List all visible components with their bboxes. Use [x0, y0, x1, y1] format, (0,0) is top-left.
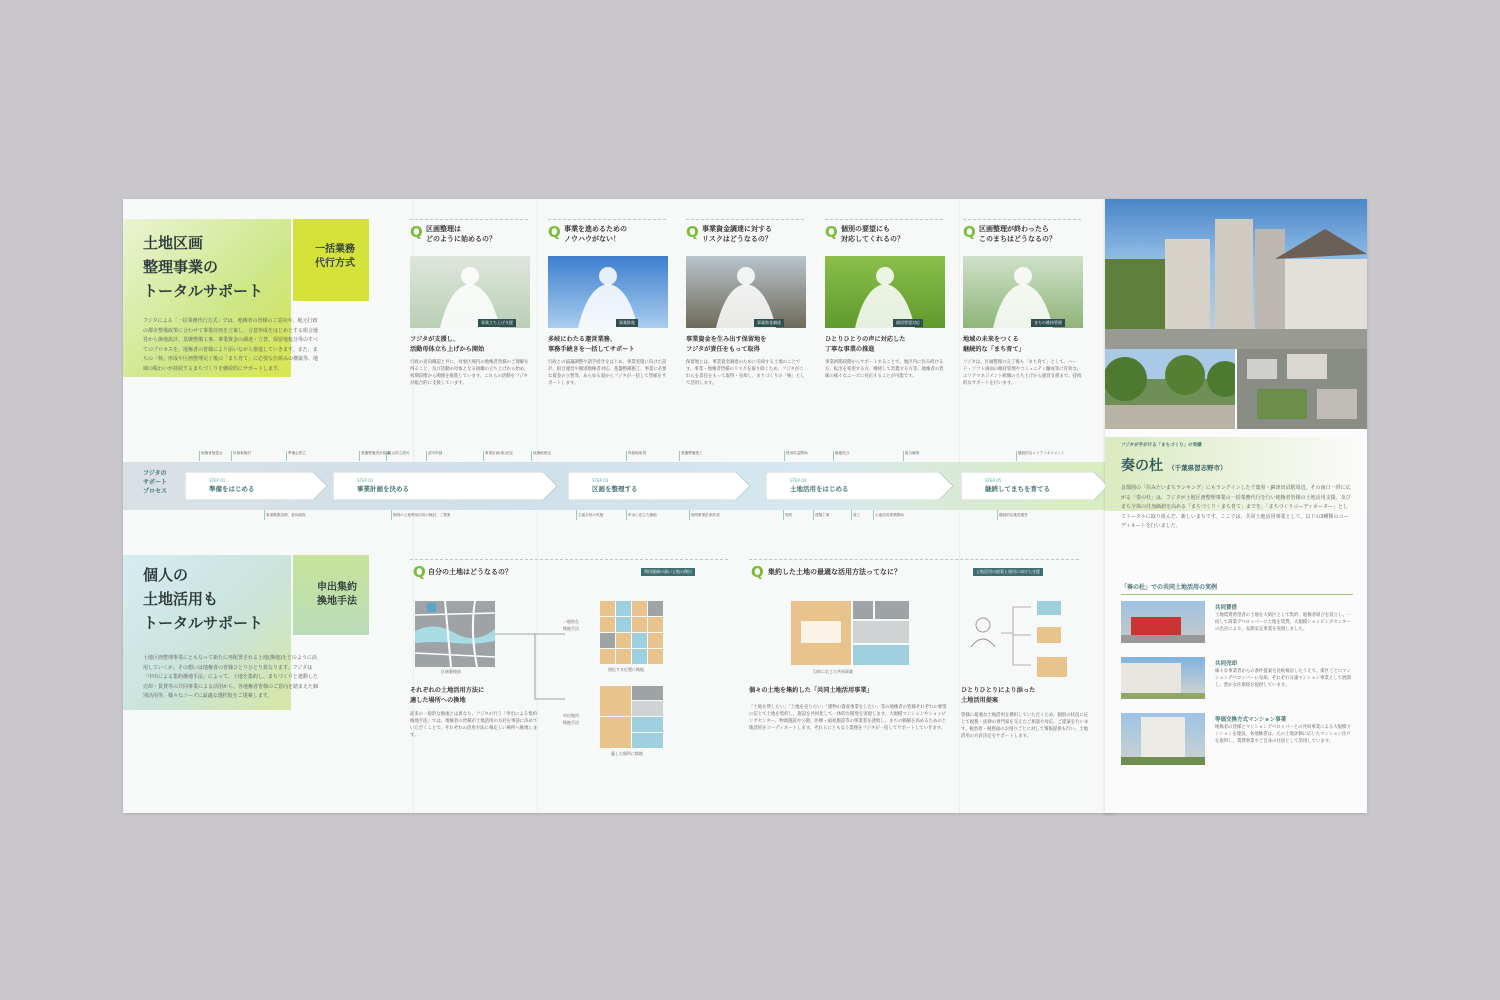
photo-tag: 事業立ち上げ支援 [478, 319, 516, 327]
illustration-caption: 目的に応じた共同事業 [813, 669, 853, 674]
tick-mark [359, 451, 360, 461]
tag-line: 代行方式 [315, 258, 355, 269]
qa-caption [825, 335, 905, 355]
label-aggregate [563, 713, 579, 726]
question-line: 事業資金調達に対する [702, 225, 772, 233]
joint-project-illustration [791, 601, 909, 665]
aerial-photo [1237, 349, 1367, 429]
milestone-label: 認可申請 [428, 451, 443, 455]
divider [749, 559, 1079, 560]
question-line: このまちはどうなるの？ [979, 235, 1056, 243]
qa-photo [963, 256, 1083, 328]
milestone-label: 基盤整備施工 [681, 451, 703, 455]
case-3-body: 地権者の皆様とマンションデベロッパーとの共同事業による大規模マンションを建設。各地権者は、元の土地評価に応じたマンション住戸を取得し、賃貸事業やご自身の住居として活用しています。 [1215, 725, 1351, 744]
parcel-cell [600, 617, 615, 632]
question-line: どのように始めるの？ [426, 235, 496, 243]
case-kicker: フジタが手がける「まちづくり」の実績 [1121, 443, 1202, 448]
qa-bottom-body: 従来の一般的な換地とは異なり、フジタの行う「申出による集約換地手法」では、地権者の皆様が土地活用の方針を事前に決めていただくことで、それぞれの活用方法に相応しい場所へ換地します。 [410, 712, 538, 738]
case-photo-2 [1121, 657, 1205, 699]
parcel-cell [616, 617, 631, 632]
q-mark-icon: Q [548, 223, 561, 241]
parcel-cell [632, 633, 647, 648]
title-line: トータルサポート [143, 614, 264, 632]
label-general [563, 619, 579, 632]
tag-line: 換地手法 [317, 596, 357, 607]
title-line: 整理事業の [143, 258, 219, 276]
map-caption: 区画整理前 [441, 669, 461, 674]
qa-body: 行政との協議調整や諸手続きをはじめ、事業実施に向けた設計、組合運営や個別地権者対応、基盤整備施工、事業に必要な資金の立替等、あらゆる面からフジタが一括して皆様をサポートします。 [548, 360, 667, 386]
divider [825, 219, 943, 220]
qa-badge: 利用価値の高い土地の創出 [641, 568, 695, 576]
q-mark-icon: Q [413, 563, 426, 581]
tick-mark [679, 451, 680, 461]
process-label-line: プロセス [143, 488, 168, 495]
caption-line: フジタが責任をもって取得 [686, 346, 760, 353]
tick-mark [576, 510, 577, 520]
qa-badge: 土地活用の提案と運用に向けた支援 [973, 568, 1043, 576]
qa-bottom-body: 「土地を貸したい」「土地を売りたい」「建物の資産事業をしたい」等の地権者の皆様それぞれの要望に応じて土地を集約し、施設を共同化して一体的な開発を実現します。大規模マンションやショッピングセンター、物流施設や公園、医療・福祉施設等の事業者を誘致し、まちの価値を高めるための土地活用をコーディネートします。それらにともなう業務をフジタが一括してサポートしていきます。 [749, 705, 947, 731]
qa-caption [963, 335, 1025, 355]
qa-bottom-caption-2 [961, 686, 1035, 706]
question-line: リスクはどうなるの？ [702, 235, 772, 243]
question-text [702, 224, 772, 244]
qa-bottom-caption [410, 686, 484, 706]
tick-mark [1016, 451, 1017, 461]
divider [410, 559, 728, 560]
qa-body: フジタは、区画整理の完了後も「まち育て」として、ハード・ソフト両面の維持管理やコミュニティ醸成等に有効な、エリアマネジメント組織の立ち上げから運営支援まで、持続的なサポートを行います。 [963, 360, 1082, 386]
question-text: 集約した土地の最適な活用方法ってなに？ [768, 568, 901, 576]
milestone-label: 土地活用事業開始 [875, 513, 904, 517]
q-mark-icon: Q [686, 223, 699, 241]
case-body: 首都圏の「住みたいまちランキング」にもランクインした千葉県・JR津田沼駅周辺。その南口一帯に広がる「奏の杜」は、フジタが土地区画整理事業の一括業務代行を行い地権者皆様の土地活用支援、及びまち全体の付加価値を高める「まちづくり・まち育て」までを、「まちづくりコーディネーター」としてトータルに取り組んだ、新しいまちです。ここでは、共同土地活用事業として、以下の3種類のコーディネートを行いました。 [1121, 485, 1351, 529]
process-step [961, 472, 1096, 500]
parcel-cell [600, 686, 631, 716]
milestone-label: 組合設立認可 [388, 451, 410, 455]
qa-photo [410, 256, 530, 328]
case-title [1121, 455, 1227, 475]
caption-line: 事務手続きを一括してサポート [548, 346, 635, 353]
process-step [333, 472, 545, 500]
qa-caption [410, 335, 484, 355]
tick-mark [784, 451, 785, 461]
caption-line: 適した場所への換地 [410, 697, 466, 704]
parcel-cell [648, 633, 663, 648]
parcel-cell [632, 733, 663, 748]
qa-caption [686, 335, 766, 355]
divider [963, 219, 1081, 220]
qa-caption [548, 335, 635, 355]
parcel-cell [648, 601, 663, 616]
caption-line: 丁寧な事業の推進 [825, 346, 875, 353]
caption-line: 多岐にわたる運営業務、 [548, 336, 617, 343]
milestone-label: 準備会設立 [288, 451, 306, 455]
tick-mark [286, 451, 287, 461]
case-1-title: 共同賃借 [1215, 605, 1238, 611]
caption-line: 活動母体立ち上げから開始 [410, 346, 485, 353]
label-line: 換地手法 [563, 719, 579, 725]
street-photo [1105, 349, 1235, 429]
case-title-sub: （千葉県習志野市） [1168, 464, 1227, 472]
parcel-cell [616, 633, 631, 648]
grid-caption: 適した場所に換地 [611, 751, 643, 756]
step-label: 事業計画を決める [357, 485, 409, 493]
method-tag-2 [293, 555, 369, 635]
milestone-label: 契約 [785, 513, 793, 517]
qa-body: 保留地とは、事業資金調達のために売却する土地のことです。事業・地権者皆様のリスクを取り除くため、フジタがこれらを責任をもって取得・売却し、まちづくりの「核」として活用します。 [686, 360, 805, 386]
town-photo [1105, 199, 1367, 349]
milestone-label: 組合解散 [905, 451, 920, 455]
parcel-cell [632, 686, 663, 700]
case-1-body: 土地賃貸希望者の土地を大街区として集約、地権者組合を設立し、一括して商業デベロッパーに土地を賃貸。大規模ショッピングセンターの出店により、長期安定事業を実現しました。 [1215, 613, 1352, 632]
photo-tag: 事業資金調達 [754, 319, 784, 327]
milestone-label: 計画案検討 [233, 451, 251, 455]
q-mark-icon: Q [963, 223, 976, 241]
tick-mark [873, 510, 874, 520]
milestone-label: 保留地取得 [628, 451, 646, 455]
tick-mark [813, 510, 814, 520]
question-line: 区画整理は [426, 225, 461, 233]
title-line: トータルサポート [143, 282, 264, 300]
tick-mark [386, 451, 387, 461]
method-tag [293, 219, 369, 301]
tick-mark [851, 510, 852, 520]
step-number: STEP 05 [985, 478, 1002, 483]
photo-tag: まちの維持管理 [1031, 319, 1065, 327]
parcel-cell [648, 617, 663, 632]
process-step [766, 472, 941, 500]
tick-mark [689, 510, 690, 520]
question-line: 個別の要望にも [841, 225, 890, 233]
question-line: ノウハウがない！ [564, 235, 620, 243]
grid-caption: 照応する位置に換地 [608, 667, 644, 672]
tick-mark [264, 510, 265, 520]
case-study-panel [1105, 199, 1367, 813]
caption-line: それぞれの土地活用方法に [410, 687, 485, 694]
milestone-label: 基盤整備設計協議 [361, 451, 390, 455]
process-label-line: サポート [143, 479, 168, 486]
step-number: STEP 01 [209, 478, 226, 483]
title-line: 土地区画 [143, 234, 204, 252]
qa-bottom-caption: 個々の土地を集約した「共同土地活用事業」 [749, 687, 873, 694]
tag-line: 一括業務 [315, 244, 355, 255]
milestone-label: 個別の土地利用活用の検討、ご提案 [393, 513, 451, 517]
grid-general-illustration [600, 601, 664, 665]
title-line: 土地活用も [143, 590, 219, 608]
divider [686, 219, 804, 220]
milestone-label: 竣工 [853, 513, 861, 517]
step-number: STEP 02 [357, 478, 374, 483]
question-line: 事業を進めるための [564, 225, 627, 233]
tick-mark [231, 451, 232, 461]
qa-photo [548, 256, 668, 328]
milestone-label: 個別事業計画作成 [691, 513, 720, 517]
step-label: 継続してまちを育てる [985, 485, 1050, 493]
milestone-label: 継続的なエリアマネジメント [1018, 451, 1065, 455]
parcel-cell [616, 649, 631, 664]
step-label: 土地活用をはじめる [790, 485, 849, 493]
parcel-cell [616, 601, 631, 616]
parcel-cell [600, 649, 615, 664]
parcel-cell [600, 717, 631, 748]
question-line: 対応してくれるの？ [841, 235, 904, 243]
qa-photo [686, 256, 806, 328]
question-text [426, 224, 496, 244]
milestone-label: 申出に応じた換地 [628, 513, 657, 517]
milestone-label: 建築工事 [815, 513, 830, 517]
intro-body-2: 土地区画整理事業にともなって新たに再配置される土地(換地)をどのように活用していくか。その想いは地権者の皆様ひとりひとり異なります。フジタは「申出による集約換地手法」によって、土地を集約し、まちづくりと連動した売却・賃貸等の共同事業による活用から、各地権者皆様のご意向を踏まえた個別活用等、様々なニーズに最適な選択肢をご提案します。 [143, 655, 319, 699]
tick-mark [783, 510, 784, 520]
parcel-cell [632, 717, 663, 732]
caption-line: ひとりひとりにより添った [961, 687, 1036, 694]
photo-tag: 事業推進 [616, 319, 638, 327]
question-text [564, 224, 627, 244]
process-step [568, 472, 738, 500]
step-arrow-shape [185, 472, 329, 500]
tick-mark [903, 451, 904, 461]
q-mark-icon: Q [751, 563, 764, 581]
question-text [979, 224, 1056, 244]
parcel-cell [632, 649, 647, 664]
question-text: 自分の土地はどうなるの？ [428, 568, 512, 576]
step-label: 区画を整理する [592, 485, 638, 493]
parcel-cell [632, 601, 647, 616]
question-line: 区画整理が終わったら [979, 225, 1049, 233]
q-mark-icon: Q [825, 223, 838, 241]
step-number: STEP 03 [592, 478, 609, 483]
milestone-label: 事業計画(案)決定 [485, 451, 513, 455]
parcel-cell [600, 633, 615, 648]
qa-body: 行政の意向確認と共に、対象区域内の地権者皆様のご理解を得ること、及び活動の母体となる組織の立ち上げから始め、初期段階から関係を推進しています。これらの活動をフジタが総合的に支援しています。 [410, 360, 529, 386]
step-number: STEP 04 [790, 478, 807, 483]
tick-mark [426, 451, 427, 461]
case-photo-3 [1121, 713, 1205, 765]
tick-mark [626, 510, 627, 520]
divider [1121, 594, 1353, 595]
tag-line: 申出集約 [317, 582, 357, 593]
parcel-cell [600, 601, 615, 616]
map-before-illustration [415, 601, 495, 667]
parcel-cell [632, 701, 663, 716]
process-label [143, 469, 167, 496]
tick-mark [997, 510, 998, 520]
qa-body: 事業初期段階からサポートすることで、地区内に住み続ける方、転出を希望する方、継続して営農する方等、地権者の皆様の様々なニーズに対応することが可能です。 [825, 360, 944, 379]
section-title-2 [143, 563, 263, 635]
divider [548, 219, 666, 220]
case-2-body: 様々な事業者からの条件提案を比較検討したうえで、街区ごとにマンションデベロッパーに売却。それぞれ分譲マンション事業として展開し、豊かな住環境を提供しています。 [1215, 669, 1352, 688]
intro-body: フジタによる「一括業務代行方式」では、地権者の皆様のご意向や、地元行政の都市整備政策に合わせて事業計画を立案し、合意形成をはじめとする組合運営から換地設計、基盤整備工事、事業資金の調達・立替、保留地処分等のすべてのプロセスを、地権者の皆様により添いながら推進していきます。また、まちの「核」形成や区画整理完了後の「まち育て」に必要な仕組みの構築等、地域の賑わいが持続するまちづくりを継続的にサポートします。 [143, 318, 319, 372]
flow-arrows [495, 629, 565, 709]
divider [410, 219, 528, 220]
label-line: 申出集約 [563, 713, 579, 718]
tick-mark [391, 510, 392, 520]
case-title-text: 奏の杜 [1121, 458, 1163, 474]
caption-line: 土地活用提案 [961, 697, 999, 704]
tick-mark [833, 451, 834, 461]
tick-mark [199, 451, 200, 461]
caption-line: フジタが支援し、 [410, 336, 460, 343]
question-text [841, 224, 904, 244]
tick-mark [483, 451, 484, 461]
individual-proposal-illustration [961, 601, 1081, 677]
caption-line: 継続的な「まち育て」 [963, 346, 1025, 353]
milestone-label: 立地分析の実施 [578, 513, 604, 517]
label-line: 換地手法 [563, 625, 579, 631]
milestone-label: 継続的な施設運営 [999, 513, 1028, 517]
grid-aggregate-illustration [600, 686, 664, 748]
tick-mark [531, 451, 532, 461]
section-title [143, 231, 263, 303]
milestone-label: 換地処分 [835, 451, 850, 455]
caption-line: 地域の未来をつくる [963, 336, 1019, 343]
qa-photo [825, 256, 945, 328]
process-label-line: フジタの [143, 470, 167, 477]
brochure-sheet [123, 199, 1116, 813]
case-photo-1 [1121, 601, 1205, 643]
step-label: 準備をはじめる [209, 485, 255, 493]
q-mark-icon: Q [410, 223, 423, 241]
title-line: 個人の [143, 566, 189, 584]
case-3-title: 等価交換方式マンション事業 [1215, 717, 1287, 723]
milestone-label: 使用収益開始 [786, 451, 808, 455]
case-2-title: 共同売却 [1215, 661, 1238, 667]
photo-tag: 個別要望対応 [893, 319, 923, 327]
parcel-cell [632, 617, 647, 632]
caption-line: ひとりひとりの声に対応した [825, 336, 906, 343]
caption-line: 事業資金を生み出す保留地を [686, 336, 767, 343]
tick-mark [626, 451, 627, 461]
case-examples-heading: 「奏の杜」での共同土地活用の実例 [1121, 584, 1218, 591]
milestone-label: 地権者勉強会 [201, 451, 223, 455]
milestone-label: 事業概要説明、意向調査 [266, 513, 306, 517]
process-step [185, 472, 315, 500]
label-line: 一般的な [563, 619, 579, 624]
parcel-cell [648, 649, 663, 664]
milestone-label: 仮換地指定 [533, 451, 551, 455]
qa-bottom-body-2: 皆様に最適な土地活用を選択していただくため、個別の状況に応じて税務・法律の専門家を交えたご相談や対応、ご提案を行います。税負担・税務面のお困りごとに対して情報提供も行い、土地活用の方針決定をサポートします。 [961, 713, 1089, 739]
